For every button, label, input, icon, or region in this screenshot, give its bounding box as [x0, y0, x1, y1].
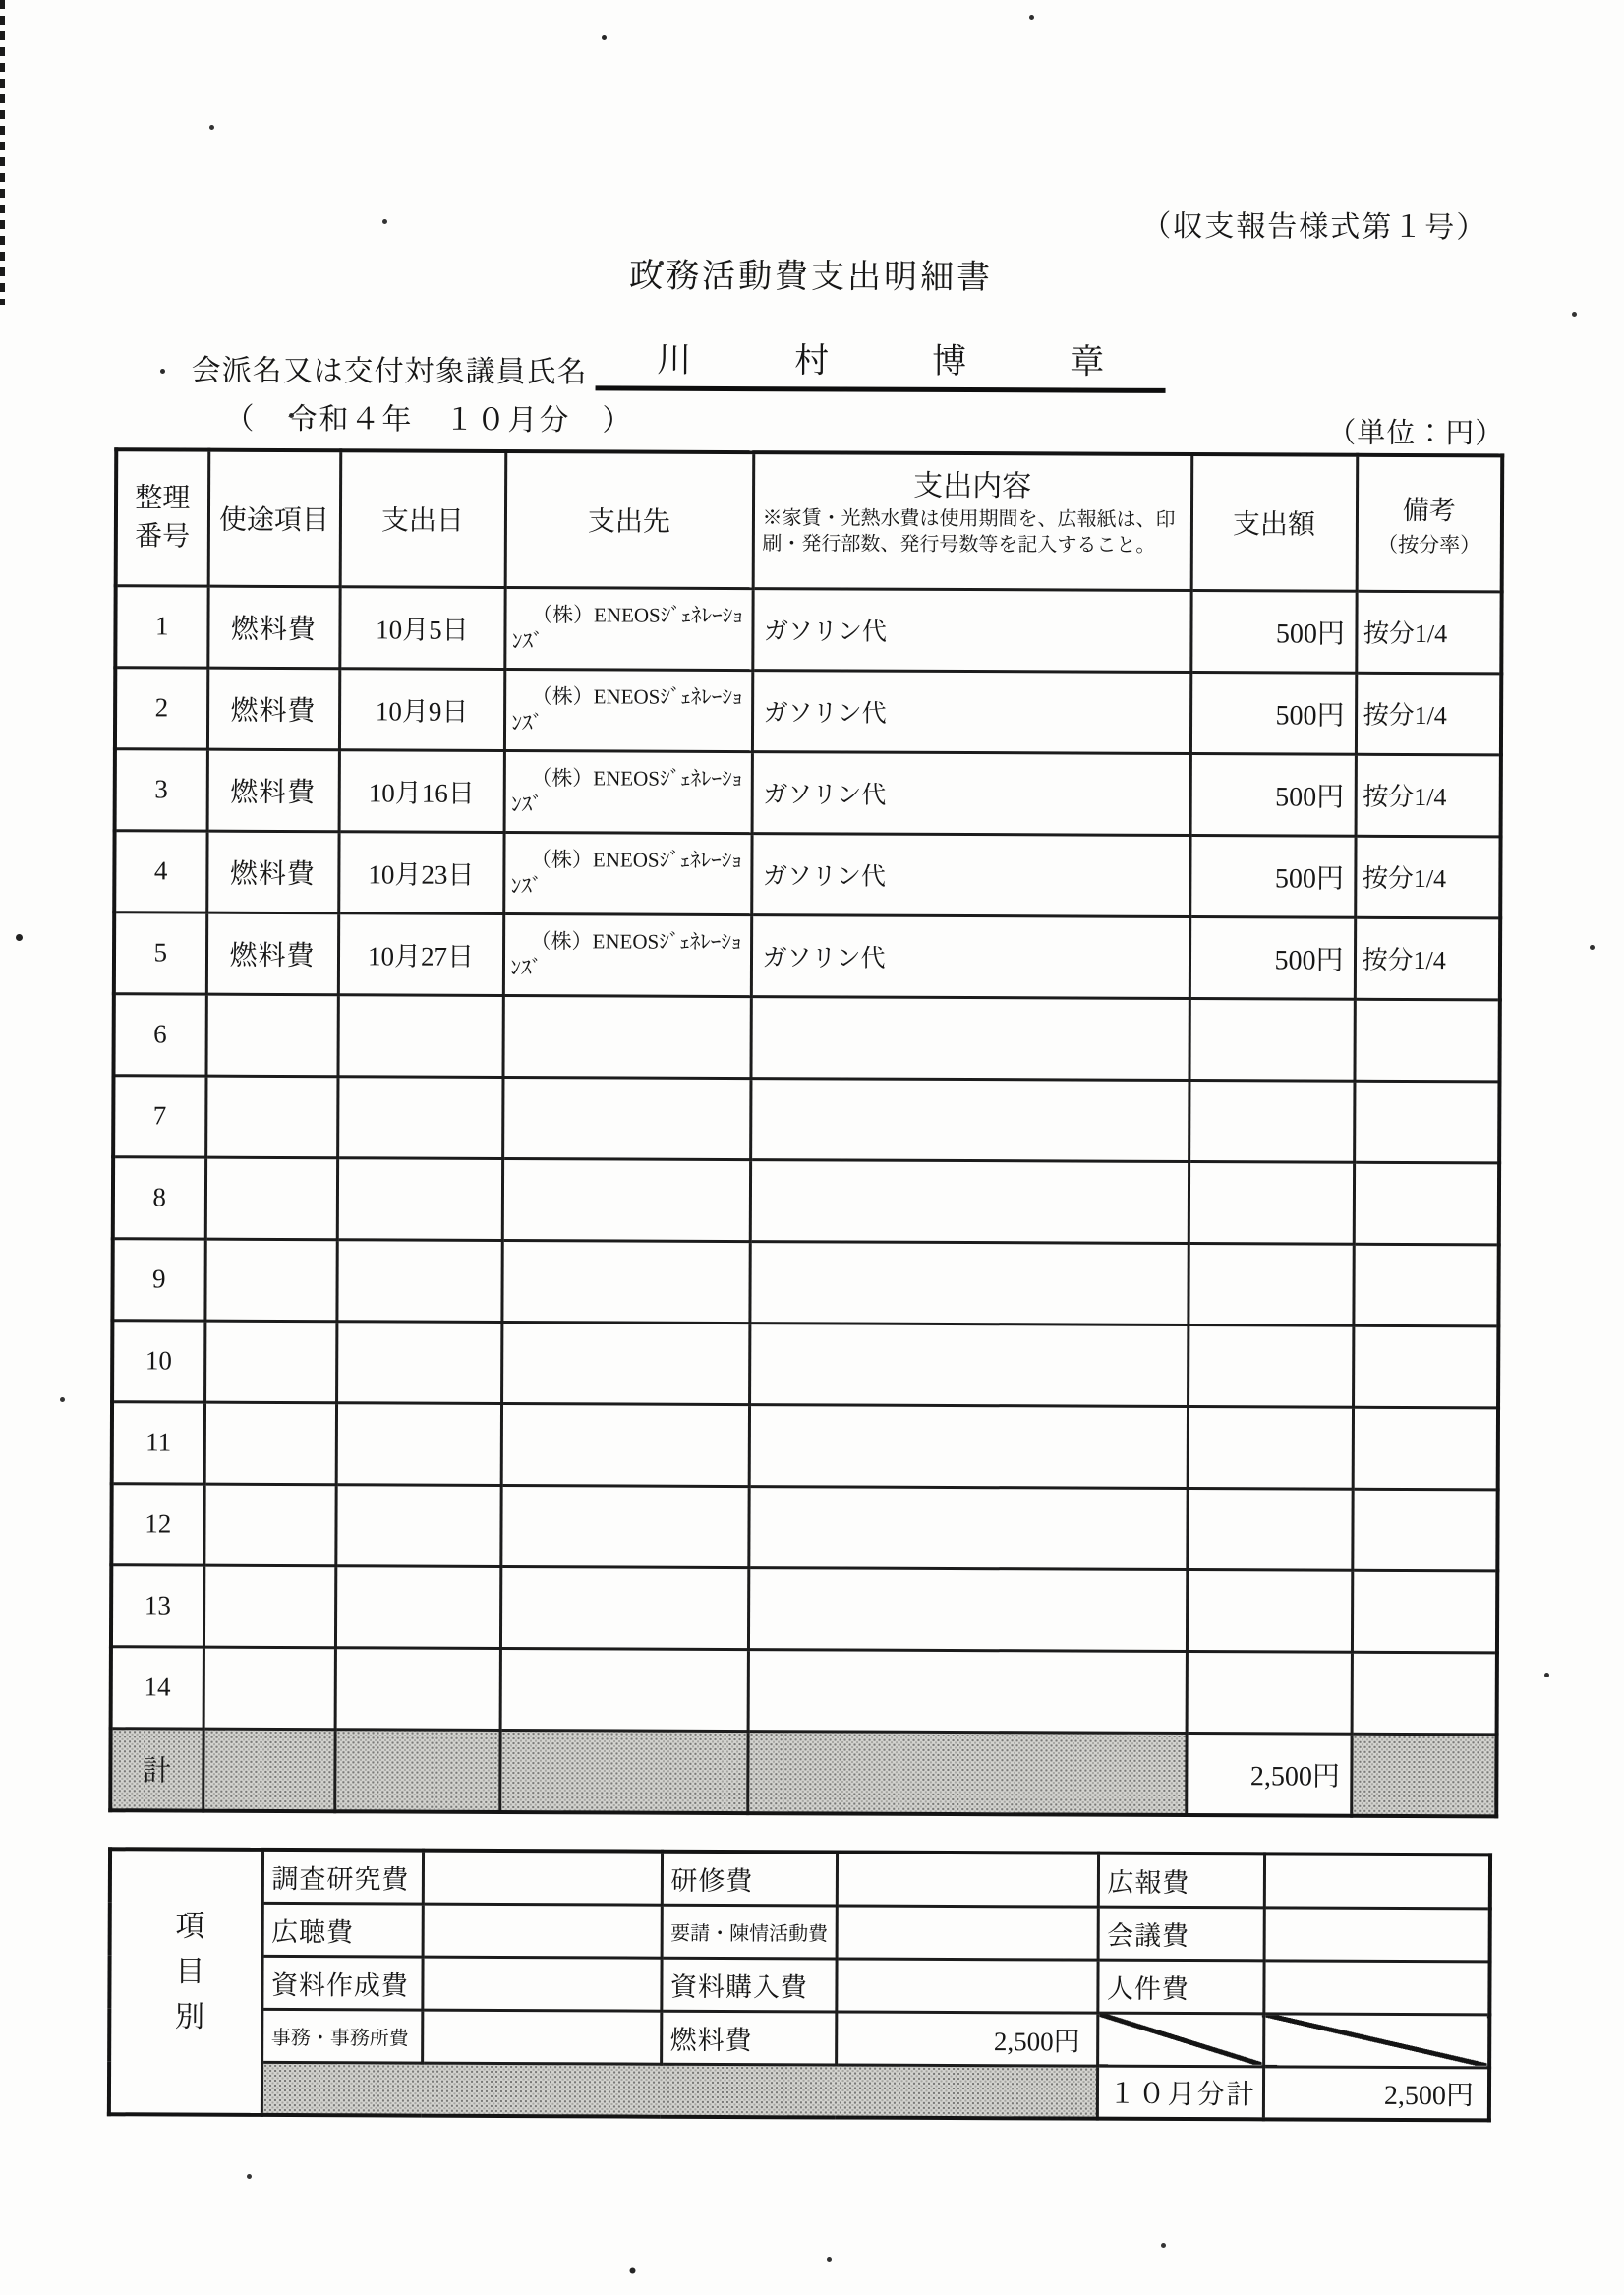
- cell-remarks: 按分1/4: [1355, 917, 1500, 1000]
- cell-no: 1: [115, 585, 207, 667]
- cell-payee: （株）ENEOSｼﾞｪﾈﾚｰｼｮﾝｽﾞ: [503, 832, 751, 914]
- cell-amount: 500円: [1189, 916, 1355, 999]
- cell-category: [204, 1402, 336, 1485]
- cell-amount: 500円: [1189, 835, 1355, 917]
- expense-row-2: [115, 667, 1501, 754]
- member-name-value: [596, 332, 1166, 393]
- cell-amount: 500円: [1190, 590, 1356, 673]
- cell-content: ガソリン代: [752, 670, 1190, 753]
- header-remarks-sub: （按分率）: [1377, 532, 1481, 558]
- cell-amount: [1188, 1406, 1353, 1489]
- cell-category: [203, 1565, 335, 1648]
- cell-date: 10月16日: [339, 749, 504, 832]
- cell-amount: [1188, 1324, 1353, 1407]
- header-content: [753, 452, 1192, 590]
- page-title: 政務活動費支出明細書: [628, 258, 994, 297]
- member-name-label: 会派名又は交付対象議員氏名: [191, 354, 588, 389]
- summary-value-personnel: [1263, 1960, 1489, 2014]
- cell-no: 8: [113, 1156, 205, 1238]
- summary-label-petition: 要請・陳情活動費: [662, 1905, 837, 1959]
- total-shaded-cell: [1351, 1734, 1496, 1817]
- cell-date: [335, 1484, 500, 1566]
- header-date: 支出日: [340, 450, 506, 587]
- cell-no: 6: [113, 993, 205, 1075]
- cell-content: [749, 1323, 1188, 1406]
- cell-no: 5: [114, 912, 206, 993]
- cell-payee: [502, 1077, 750, 1159]
- summary-label-meeting: 会議費: [1098, 1907, 1264, 1961]
- cell-remarks: 按分1/4: [1355, 836, 1500, 918]
- cell-remarks: 按分1/4: [1356, 673, 1501, 755]
- name-char: 川: [657, 340, 692, 380]
- cell-payee: [501, 1240, 749, 1323]
- cell-payee: （株）ENEOSｼﾞｪﾈﾚｰｼｮﾝｽﾞ: [503, 913, 751, 996]
- cell-date: [336, 1239, 501, 1322]
- summary-month-total-label: １０月分計: [1097, 2066, 1263, 2120]
- diagonal-strikethrough-cell: [1263, 2013, 1489, 2067]
- cell-payee: （株）ENEOSｼﾞｪﾈﾚｰｼｮﾝｽﾞ: [504, 587, 752, 670]
- name-char: 博: [932, 341, 967, 382]
- cell-payee: （株）ENEOSｼﾞｪﾈﾚｰｼｮﾝｽﾞ: [504, 669, 752, 751]
- cell-remarks: [1352, 1652, 1497, 1735]
- expense-row-3: [115, 748, 1501, 836]
- header-no: 整理番号: [116, 449, 209, 585]
- expense-table-header: [116, 449, 1503, 591]
- cell-payee: [501, 1403, 749, 1486]
- summary-row-3: [109, 1955, 1489, 2014]
- cell-no: 10: [112, 1320, 204, 1401]
- cell-category: [205, 994, 337, 1077]
- expense-row-13: [111, 1564, 1497, 1652]
- cell-category: 燃料費: [206, 831, 338, 913]
- summary-value-research: [423, 1851, 662, 1905]
- cell-amount: [1188, 1243, 1353, 1325]
- total-shaded-cell: [203, 1729, 334, 1812]
- summary-value-materials-create: [422, 1957, 661, 2011]
- expense-total-row: [110, 1728, 1496, 1816]
- cell-remarks: 按分1/4: [1356, 591, 1501, 674]
- cell-content: [750, 996, 1189, 1080]
- summary-month-total-value: 2,500円: [1263, 2066, 1489, 2120]
- summary-label-publicity: 広報費: [1098, 1854, 1264, 1908]
- summary-label-office: 事務・事務所費: [261, 2009, 422, 2063]
- summary-row-4: [109, 2008, 1489, 2067]
- summary-shaded-cell: [261, 2062, 1097, 2119]
- summary-value-publicity: [1264, 1854, 1490, 1908]
- cell-no: 12: [111, 1483, 203, 1564]
- summary-label-research: 調査研究費: [262, 1850, 423, 1904]
- summary-label-fuel: 燃料費: [661, 2011, 836, 2065]
- cell-amount: [1189, 998, 1354, 1081]
- cell-payee: [500, 1648, 748, 1731]
- summary-label-hearing: 広聴費: [262, 1903, 423, 1957]
- cell-amount: 500円: [1190, 753, 1356, 836]
- expense-row-7: [113, 1075, 1499, 1162]
- cell-content: [749, 1404, 1188, 1488]
- cell-content: [750, 1159, 1189, 1243]
- cell-category: [203, 1484, 335, 1566]
- unit-label: （単位：円）: [1327, 417, 1505, 450]
- cell-no: 9: [112, 1238, 204, 1320]
- cell-remarks: [1352, 1489, 1497, 1571]
- cell-remarks: [1353, 1244, 1498, 1326]
- summary-value-fuel: 2,500円: [836, 2011, 1097, 2065]
- cell-content: [749, 1241, 1188, 1324]
- expense-row-9: [112, 1238, 1498, 1325]
- cell-remarks: [1352, 1570, 1497, 1653]
- cell-category: 燃料費: [206, 912, 338, 995]
- cell-payee: [500, 1566, 748, 1649]
- diagonal-strikethrough-cell: [1097, 2013, 1263, 2067]
- total-shaded-cell: [747, 1731, 1186, 1815]
- cell-no: 3: [115, 748, 207, 830]
- expense-row-12: [111, 1483, 1497, 1570]
- total-shaded-cell: [499, 1730, 747, 1813]
- cell-remarks: [1353, 1325, 1498, 1408]
- expense-row-8: [113, 1156, 1499, 1244]
- summary-label-training: 研修費: [662, 1852, 837, 1906]
- summary-row-2: [110, 1902, 1490, 1961]
- cell-date: [335, 1565, 500, 1648]
- header-payee: 支出先: [505, 451, 754, 588]
- cell-content: ガソリン代: [752, 751, 1190, 835]
- name-char: 村: [794, 341, 830, 381]
- cell-payee: [500, 1485, 748, 1567]
- header-amount: 支出額: [1191, 454, 1358, 591]
- cell-remarks: [1354, 999, 1499, 1082]
- cell-no: 11: [112, 1401, 204, 1483]
- cell-date: [337, 1076, 502, 1158]
- cell-category: 燃料費: [207, 668, 339, 750]
- expense-row-14: [111, 1646, 1497, 1734]
- cell-amount: [1189, 1080, 1354, 1162]
- cell-date: 10月23日: [338, 831, 503, 913]
- header-category: 使途項目: [208, 450, 341, 587]
- cell-payee: （株）ENEOSｼﾞｪﾈﾚｰｼｮﾝｽﾞ: [504, 750, 752, 833]
- summary-value-petition: [837, 1905, 1098, 1959]
- cell-date: [335, 1647, 500, 1730]
- header-remarks: [1357, 455, 1503, 592]
- member-name-line: [192, 331, 1166, 393]
- name-char: 章: [1070, 342, 1105, 382]
- expense-row-1: [115, 585, 1501, 673]
- header-content-title: 支出内容: [913, 469, 1032, 503]
- cell-no: 13: [111, 1564, 203, 1646]
- cell-category: 燃料費: [207, 586, 339, 669]
- header-remarks-title: 備考: [1402, 495, 1456, 525]
- summary-label-personnel: 人件費: [1097, 1960, 1263, 2014]
- cell-content: [748, 1567, 1187, 1651]
- cell-date: [336, 1321, 501, 1403]
- expense-row-4: [114, 830, 1500, 917]
- expense-row-10: [112, 1320, 1498, 1407]
- period-label: （ 令和４年 １０月分 ）: [224, 402, 634, 438]
- header-content-note: ※家賃・光熱水費は使用期間を、広報紙は、印刷・発行部数、発行号数等を記入すること。: [762, 507, 1176, 557]
- cell-no: 7: [113, 1075, 205, 1156]
- cell-date: [337, 1157, 502, 1240]
- summary-label-materials-purchase: 資料購入費: [661, 1958, 836, 2012]
- summary-value-training: [837, 1852, 1098, 1906]
- cell-content: [748, 1486, 1187, 1569]
- cell-category: [204, 1239, 336, 1322]
- cell-amount: [1187, 1651, 1352, 1734]
- cell-date: [336, 1402, 501, 1485]
- cell-date: 10月9日: [339, 668, 504, 750]
- cell-category: [203, 1647, 335, 1730]
- expense-table: [108, 447, 1504, 1818]
- cell-remarks: [1353, 1407, 1498, 1490]
- cell-payee: [501, 1322, 749, 1404]
- cell-category: [204, 1321, 336, 1403]
- cell-content: ガソリン代: [751, 833, 1189, 916]
- cell-remarks: [1354, 1162, 1499, 1245]
- expense-row-6: [113, 993, 1499, 1081]
- cell-amount: 500円: [1190, 672, 1356, 754]
- cell-category: [205, 1157, 337, 1240]
- summary-value-office: [422, 2010, 661, 2064]
- summary-value-meeting: [1264, 1907, 1490, 1961]
- cell-date: 10月5日: [339, 586, 504, 669]
- summary-value-materials-purchase: [836, 1958, 1097, 2012]
- cell-no: 2: [115, 667, 207, 748]
- cell-no: 4: [114, 830, 206, 912]
- cell-content: ガソリン代: [751, 914, 1189, 998]
- cell-remarks: [1354, 1081, 1499, 1163]
- cell-date: 10月27日: [338, 912, 503, 995]
- cell-category: 燃料費: [207, 749, 339, 832]
- cell-payee: [502, 995, 750, 1078]
- cell-remarks: 按分1/4: [1356, 754, 1501, 837]
- summary-by-item-table: [107, 1847, 1492, 2122]
- expense-row-11: [112, 1401, 1498, 1489]
- summary-value-hearing: [423, 1904, 662, 1958]
- cell-no: 14: [111, 1646, 203, 1728]
- summary-row-1: [110, 1849, 1490, 1908]
- cell-payee: [502, 1158, 750, 1241]
- cell-date: [337, 994, 502, 1077]
- summary-label-materials-create: 資料作成費: [261, 1956, 422, 2010]
- cell-amount: [1189, 1161, 1354, 1244]
- summary-side-label: 項目別: [109, 1849, 262, 2115]
- cell-amount: [1187, 1569, 1352, 1652]
- cell-content: ガソリン代: [752, 588, 1190, 672]
- cell-content: [750, 1078, 1189, 1161]
- form-number: （収支報告様式第１号）: [1141, 209, 1488, 245]
- total-shaded-cell: [334, 1729, 499, 1812]
- cell-content: [748, 1649, 1187, 1733]
- cell-category: [205, 1076, 337, 1158]
- summary-row-total: [109, 2061, 1489, 2120]
- cell-amount: [1187, 1488, 1352, 1570]
- total-amount-cell: 2,500円: [1186, 1733, 1351, 1816]
- expense-row-5: [114, 912, 1500, 999]
- total-label-cell: 計: [110, 1728, 203, 1810]
